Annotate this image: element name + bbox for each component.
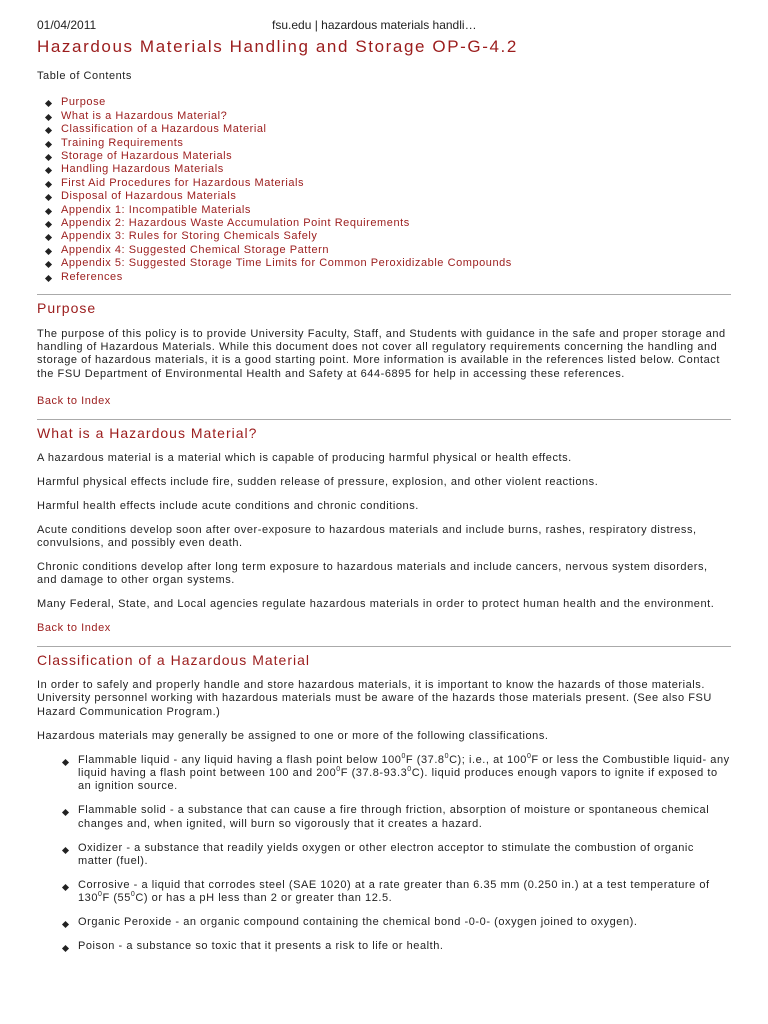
superscript: 0 <box>336 766 341 774</box>
toc-link[interactable]: Appendix 5: Suggested Storage Time Limits for Common Peroxidizable Compounds <box>61 257 512 270</box>
purpose-text: The purpose of this policy is to provide University Faculty, Staff, and Students with guidance in the safe and proper storage and handling of Hazardous Materials. While this document does not cover all regulatory requirements concerning the handling and storage of hazardous materials, it is a good starting point. More information is available in the references listed below. Contact the FSU Department of Environmental Health and Safety at 644-6895 for help in accessing these references. <box>37 327 726 380</box>
toc-item <box>61 150 731 163</box>
toc-item <box>61 204 731 217</box>
toc-item <box>61 96 731 109</box>
toc-item <box>61 163 731 176</box>
toc-link[interactable]: References <box>61 270 123 283</box>
superscript: 0 <box>407 766 412 774</box>
toc-item <box>61 257 731 270</box>
page-source-title: fsu.edu | hazardous materials handli… <box>272 18 477 32</box>
document-body <box>37 70 731 964</box>
back-to-index-link[interactable]: Back to Index <box>37 622 111 635</box>
divider <box>37 419 731 420</box>
classification-intro <box>37 679 731 743</box>
text: F (37.8-93.3 <box>340 767 408 780</box>
superscript: 0 <box>526 752 532 760</box>
text: Flammable liquid - any liquid having a flash point below 100 <box>78 753 402 766</box>
toc-item <box>61 137 731 150</box>
paragraph: Acute conditions develop soon after over-exposure to hazardous materials and include burns, rashes, respiratory distress, convulsions, and possibly even death. <box>37 523 697 550</box>
toc-item <box>61 190 731 203</box>
toc-link[interactable]: Handling Hazardous Materials <box>61 163 224 176</box>
text: Poison - a substance so toxic that it presents a risk to life or health. <box>78 940 444 953</box>
toc-link[interactable]: Disposal of Hazardous Materials <box>61 190 237 203</box>
toc-link[interactable]: First Aid Procedures for Hazardous Materials <box>61 176 305 189</box>
superscript: 0 <box>444 752 450 760</box>
divider <box>37 294 731 295</box>
classification-item <box>78 842 731 869</box>
classification-item <box>78 754 731 794</box>
toc-link[interactable]: Classification of a Hazardous Material <box>61 123 267 136</box>
classification-item <box>78 916 731 929</box>
toc-label: Table of Contents <box>37 70 132 82</box>
text: Organic Peroxide - an organic compound containing the chemical bond -0-0- (oxygen joined to oxygen). <box>78 916 638 929</box>
paragraph: In order to safely and properly handle and store hazardous materials, it is important to know the hazards of those materials. University personnel working with hazardous materials must be aware of the hazards those materials present. (See also FSU Hazard Communication Program.) <box>37 679 712 718</box>
text: Oxidizer - a substance that readily yields oxygen or other electron acceptor to stimulate the combustion of organic matter (fuel). <box>78 841 694 868</box>
toc-link[interactable]: Appendix 4: Suggested Chemical Storage Pattern <box>61 243 330 256</box>
section-heading-what: What is a Hazardous Material? <box>37 424 258 441</box>
text: F (55 <box>102 892 131 905</box>
superscript: 0 <box>98 891 103 899</box>
toc-link[interactable]: Purpose <box>61 96 106 109</box>
table-of-contents <box>37 96 731 284</box>
toc-item <box>61 244 731 257</box>
text: C); i.e., at 100 <box>449 753 527 766</box>
superscript: 0 <box>401 752 406 760</box>
classification-item <box>78 940 731 953</box>
section-heading-classification: Classification of a Hazardous Material <box>37 651 310 668</box>
paragraph: Hazardous materials may generally be assigned to one or more of the following classifications. <box>37 729 549 742</box>
what-section <box>37 452 731 612</box>
back-to-index-link[interactable]: Back to Index <box>37 395 111 408</box>
toc-link[interactable]: Appendix 1: Incompatible Materials <box>61 203 251 216</box>
toc-link[interactable]: Training Requirements <box>61 136 184 149</box>
toc-link[interactable]: Storage of Hazardous Materials <box>61 150 233 163</box>
toc-link[interactable]: Appendix 3: Rules for Storing Chemicals Safely <box>61 230 318 243</box>
classification-list <box>37 754 731 954</box>
text: C). liquid produces enough vapors to ignite if exposed to an ignition source. <box>78 767 718 793</box>
paragraph: Many Federal, State, and Local agencies regulate hazardous materials in order to protect human health and the environment. <box>37 598 715 611</box>
toc-item <box>61 123 731 136</box>
classification-item <box>78 879 731 906</box>
classification-item <box>78 804 731 831</box>
toc-item <box>61 217 731 230</box>
paragraph: Harmful physical effects include fire, sudden release of pressure, explosion, and other violent reactions. <box>37 475 599 488</box>
divider <box>37 646 731 647</box>
toc-item <box>61 271 731 284</box>
text: Flammable solid - a substance that can cause a fire through friction, absorption of moisture or spontaneous chemical changes and, when ignited, will burn so vigorously that it creates a hazard. <box>78 804 710 830</box>
text: Corrosive - a liquid that corrodes steel (SAE 1020) at a rate greater than 6.35 mm (0.250 in.) at a test temperature of 130 <box>78 878 710 905</box>
toc-item <box>61 230 731 243</box>
text: F or less the Combustible liquid- any liquid having a flash point between 100 and 200 <box>78 753 730 780</box>
section-heading-purpose: Purpose <box>37 300 97 317</box>
toc-link[interactable]: What is a Hazardous Material? <box>61 109 228 122</box>
print-date: 01/04/2011 <box>37 18 97 32</box>
superscript: 0 <box>130 891 136 899</box>
paragraph: Harmful health effects include acute conditions and chronic conditions. <box>37 499 419 512</box>
toc-item <box>61 177 731 190</box>
paragraph: Chronic conditions develop after long term exposure to hazardous materials and include cancers, nervous system disorders, and damage to other organ systems. <box>37 560 708 587</box>
paragraph: A hazardous material is a material which is capable of producing harmful physical or health effects. <box>37 451 572 464</box>
text: C) or has a pH less than 2 or greater than 12.5. <box>135 892 393 905</box>
toc-item <box>61 110 731 123</box>
toc-link[interactable]: Appendix 2: Hazardous Waste Accumulation Point Requirements <box>61 217 410 230</box>
text: F (37.8 <box>405 753 445 766</box>
page-title: Hazardous Materials Handling and Storage OP-G-4.2 <box>37 37 518 56</box>
